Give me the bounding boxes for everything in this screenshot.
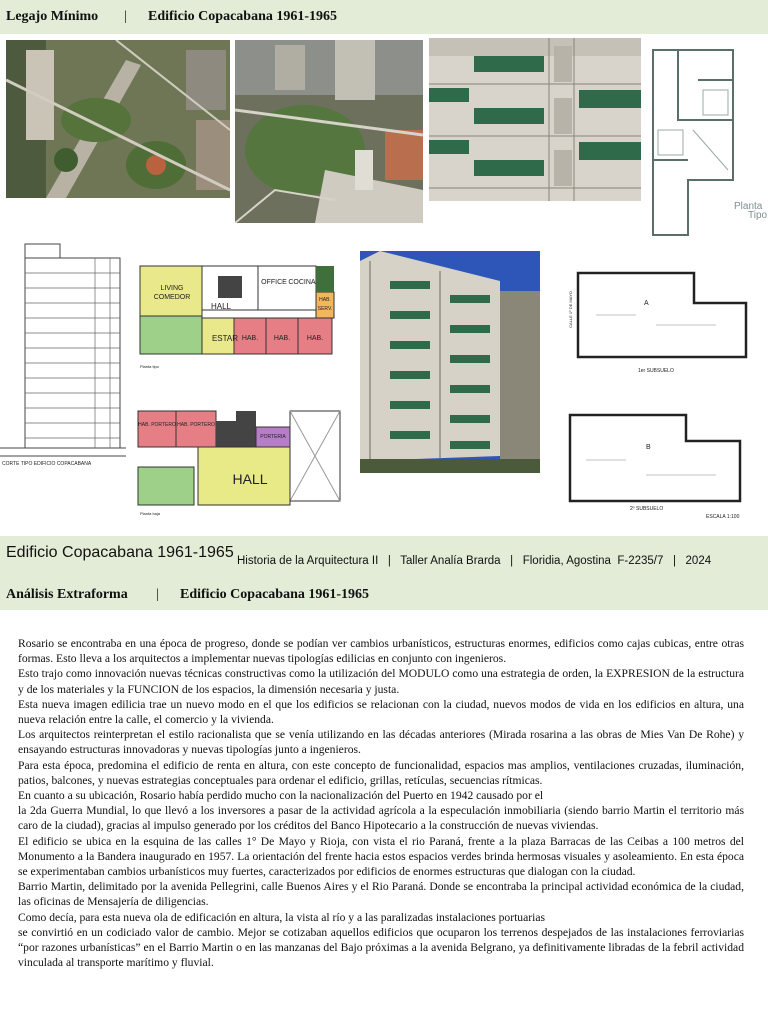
room-hab-1: HAB. [241,335,259,342]
section-drawing [0,242,126,482]
second-basement-label: 2º SUBSUELO [630,506,664,512]
room-hab-portero-2: HAB. PORTERO [177,422,215,428]
paragraph: se convirtió en un codiciado valor de cambio. Mejor se cotizaban aquellos edificios que ocuparon los terrenos despejados de las instalaciones ferroviarias “por razones urbanísticas” en el Barrio Martin o en las manzanas del Bajo próximas a la avenida Belgrano, ya definitivamente libradas de la febril actividad vinculada al transporte marítimo y fluvial. [18,925,744,970]
room-cocina: COCINA [288,279,316,286]
aerial-photo-monument [235,40,423,223]
section-building-title: Edificio Copacabana 1961-1965 [180,587,370,602]
footer-band [0,536,768,582]
ground-floor-plan [134,407,344,519]
header-building-title: Edificio Copacabana 1961-1965 [148,9,338,24]
section-caption: CORTE TIPO EDIFICIO COPACABANA [2,461,92,467]
paragraph: Rosario se encontraba en una época de progreso, donde se podían ver cambios urbanísticos, estructuras enormes, edificios como cajas cubicas, entre otras formas. Esto lleva a los arquitectos a implementar nuevas tipologías edilicias en conjunto con ingenieros. [18,637,744,666]
paragraph: Los arquitectos reinterpretan el estilo racionalista que se venía utilizando en las décadas anteriores (Mirada rosarina a las obras de Mies Van De Rohe) y ensayando estructuras innovadoras y nuevas tipologías junto a ingenieros. [18,728,744,757]
basement-plans [556,265,768,520]
section-header-band [0,582,768,610]
ground-floor-caption: Planta baja [140,511,161,516]
header-legajo: Legajo Mínimo [6,9,99,24]
paragraph: Para esta época, predomina el edificio de renta en altura, con este concepto de funcionalidad, espacios mas amplios, ventilaciones cruzadas, iluminación, patios, balcones, y nuevas estrategias conceptuales para ordenar el edificio, grillas, retículas, secuencias rítmicas. [18,758,744,787]
first-basement-label: 1er SUBSUELO [638,368,674,374]
building-photo [360,251,540,473]
paragraph: Esto trajo como innovación nuevas técnicas constructivas como la utilización del MODULO como una estrategia de orden, la EXPRESION de la estructura y de los materiales y la FUNCION de los espacios, la dimensión necesaria y justa. [18,667,744,696]
header-separator: | [124,9,127,24]
paragraph: Como decía, para esta nueva ola de edificación en altura, la vista al río y a las paralizadas instalaciones portuarias [18,910,545,924]
paragraph: El edificio se ubica en la esquina de las calles 1° De Mayo y Rioja, con vista el rio Paraná, frente a la plaza Barracas de las Ceibas a 100 metros del Monumento a la Bandera inaugurado en 1957. La orientación del frente hacia estos espacios verdes brinda hermosas visuales y asoleamiento. En esta época se experimentaban cambios urbanísticos muy fuertes, caracterizados por edificios de enormes estructuras que dialogan con la ciudad. [18,834,744,879]
section-analisis: Análisis Extraforma [6,587,128,602]
room-hab-3: HAB. [306,335,324,342]
room-living: LIVING COMEDOR [153,285,191,301]
room-office: OFFICE [261,279,287,286]
paragraph: Barrio Martin, delimitado por la avenida Pellegrini, calle Buenos Aires y el Rio Paraná. Donde se encontraba la principal actividad económica de la ciudad, las oficinas de Mensajería de diligencias. [18,880,744,909]
plan-tipo-label-2: Tipo [748,210,768,221]
room-ground-hall: HALL [232,471,268,487]
footer-title: Edificio Copacabana 1961-1965 [6,544,234,561]
paragraph: Esta nueva imagen edilicia trae un nuevo modo en el que los edificios se relacionan con la ciudad, nuevos modos de vida en los edificios en altura, una nueva relación entre la calle, el comercio y la vivienda. [18,697,744,727]
section-separator: | [156,587,159,602]
basement-scale: ESCALA 1:100 [706,514,740,520]
paragraph: En cuanto a su ubicación, Rosario había perdido mucho con la nacionalización del Puerto en 1942 causado por el [18,789,544,803]
room-hall: HALL [210,302,231,311]
colored-plan-tipo [136,262,336,376]
room-porteria: PORTERIA [260,434,286,440]
room-estar: ESTAR [211,334,239,343]
room-hab-portero-1: HAB. PORTERO [138,422,176,428]
plan-tipo-drawing [648,40,768,240]
plan-tipo-caption: Planta tipo [140,364,159,369]
plan-tipo-label-1: Planta [734,201,763,212]
aerial-photo-riverfront [6,40,230,198]
top-header-band [0,0,768,34]
facade-detail-photo [429,38,641,201]
analysis-body [18,636,744,970]
room-hab-2: HAB. [273,335,291,342]
footer-meta: Historia de la Arquitectura II | Taller Analía Brarda | Floridia, Agostina F-2235/7 | 2024 [237,555,712,567]
basement-a-label: A [644,300,649,307]
room-hab-serv: HAB. SERV. [317,297,333,312]
basement-street: CALLE 1º DE MAYO [567,291,573,328]
paragraph: la 2da Guerra Mundial, lo que llevó a los inversores a pasar de la actividad agrícola a la especulación inmobiliaria (siendo barrio Martin el territorio más caro de la ciudad), gracias al impulso generado por los créditos del Banco Hipotecario a la construcción de nuevas viviendas. [18,804,744,833]
basement-b-label: B [646,444,651,451]
